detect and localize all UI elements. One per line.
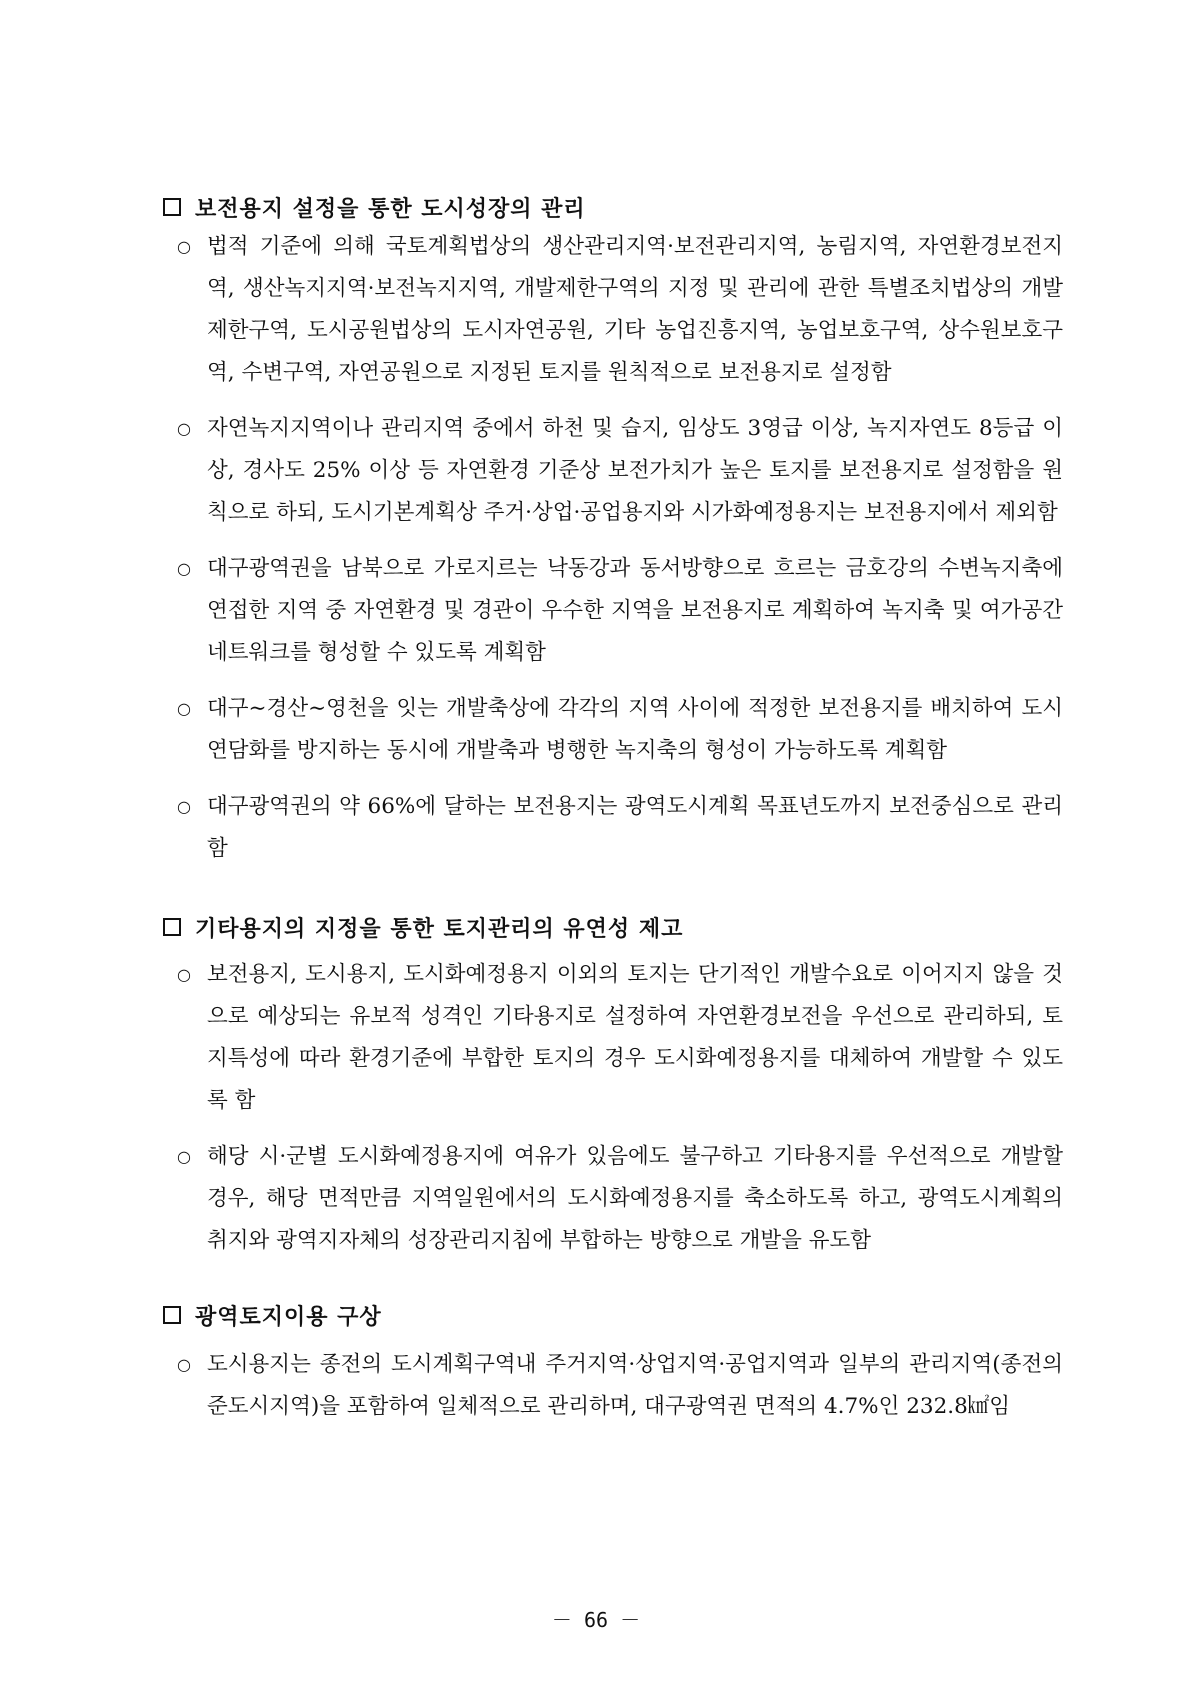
- circle-bullet-icon: ○: [177, 237, 191, 256]
- section-heading: [163, 910, 1063, 944]
- list-item: [163, 786, 1063, 870]
- section-other-land: [163, 910, 1063, 1262]
- section-heading: [163, 1298, 1063, 1332]
- section-heading: [163, 190, 1063, 224]
- list-item-text: 대구∼경산∼영천을 잇는 개발축상에 각각의 지역 사이에 적정한 보전용지를 배치하여 도시연담화를 방지하는 동시에 개발축과 병행한 녹지축의 형성이 가능하도록 계획함: [207, 696, 1063, 763]
- list-item: [163, 1136, 1063, 1262]
- circle-bullet-icon: ○: [177, 1355, 191, 1374]
- list-item: [163, 226, 1063, 394]
- circle-bullet-icon: ○: [177, 797, 191, 816]
- list-item: [163, 408, 1063, 534]
- list-item-text: 대구광역권을 남북으로 가로지르는 낙동강과 동서방향으로 흐르는 금호강의 수변녹지축에 연접한 지역 중 자연환경 및 경관이 우수한 지역을 보전용지로 계획하여 녹지축 및 여가공간 네트워크를 형성할 수 있도록 계획함: [207, 556, 1063, 665]
- list-item: [163, 954, 1063, 1122]
- circle-bullet-icon: ○: [177, 965, 191, 984]
- checkbox-square-icon: [163, 918, 181, 936]
- list-item-text: 대구광역권의 약 66%에 달하는 보전용지는 광역도시계획 목표년도까지 보전중심으로 관리함: [207, 794, 1063, 861]
- page-number: － 66 －: [551, 1608, 641, 1632]
- list-item: [163, 1344, 1063, 1428]
- list-item: [163, 548, 1063, 674]
- checkbox-square-icon: [163, 198, 181, 216]
- list-item-text: 법적 기준에 의해 국토계획법상의 생산관리지역·보전관리지역, 농림지역, 자연환경보전지역, 생산녹지지역·보전녹지지역, 개발제한구역의 지정 및 관리에 관한 특별조치법상의 개발제한구역, 도시공원법상의 도시자연공원, 기타 농업진흥지역, 농업보호구역, 상수원보호구역, 수변구역, 자연공원으로 지정된 토지를 원칙적으로 보전용지로 설정함: [207, 234, 1063, 385]
- circle-bullet-icon: ○: [177, 699, 191, 718]
- circle-bullet-icon: ○: [177, 1147, 191, 1166]
- section-heading-text: 광역토지이용 구상: [195, 1303, 382, 1330]
- checkbox-square-icon: [163, 1306, 181, 1324]
- list-item: [163, 688, 1063, 772]
- list-item-text: 도시용지는 종전의 도시계획구역내 주거지역·상업지역·공업지역과 일부의 관리지역(종전의 준도시지역)을 포함하여 일체적으로 관리하며, 대구광역권 면적의 4.7%인 232.8㎢임: [207, 1352, 1063, 1419]
- circle-bullet-icon: ○: [177, 419, 191, 438]
- section-regional-land-use: [163, 1298, 1063, 1428]
- section-conservation-land: [163, 190, 1063, 870]
- list-item-text: 해당 시·군별 도시화예정용지에 여유가 있음에도 불구하고 기타용지를 우선적으로 개발할 경우, 해당 면적만큼 지역일원에서의 도시화예정용지를 축소하도록 하고, 광역도시계획의 취지와 광역지자체의 성장관리지침에 부합하는 방향으로 개발을 유도함: [207, 1144, 1063, 1253]
- list-item-text: 자연녹지지역이나 관리지역 중에서 하천 및 습지, 임상도 3영급 이상, 녹지자연도 8등급 이상, 경사도 25% 이상 등 자연환경 기준상 보전가치가 높은 토지를 보전용지로 설정함을 원칙으로 하되, 도시기본계획상 주거·상업·공업용지와 시가화예정용지는 보전용지에서 제외함: [207, 416, 1063, 525]
- list-item-text: 보전용지, 도시용지, 도시화예정용지 이외의 토지는 단기적인 개발수요로 이어지지 않을 것으로 예상되는 유보적 성격인 기타용지로 설정하여 자연환경보전을 우선으로 관리하되, 토지특성에 따라 환경기준에 부합한 토지의 경우 도시화예정용지를 대체하여 개발할 수 있도록 함: [207, 962, 1063, 1113]
- circle-bullet-icon: ○: [177, 559, 191, 578]
- section-heading-text: 보전용지 설정을 통한 도시성장의 관리: [195, 195, 586, 222]
- section-heading-text: 기타용지의 지정을 통한 토지관리의 유연성 제고: [195, 915, 684, 942]
